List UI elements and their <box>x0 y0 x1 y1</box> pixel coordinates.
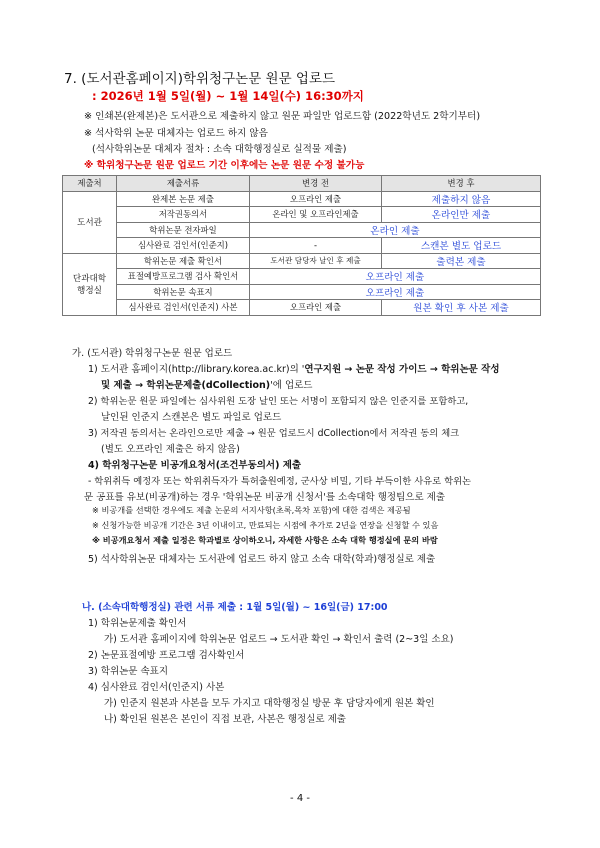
item-1-line-2 <box>101 377 312 391</box>
item-2-line-1: 2) 학위논문 원문 파일에는 심사위원 도장 날인 또는 서명이 포함되지 않은 인준지를 포함하고, <box>88 396 469 407</box>
table-header: 변경 전 <box>250 176 382 192</box>
after-cell: 원본 확인 후 사본 제출 <box>382 300 541 316</box>
doc-cell: 심사완료 검인서(인준지) <box>117 238 250 254</box>
table-row <box>63 222 541 238</box>
doc-cell: 학위논문 속표지 <box>117 284 250 300</box>
merged-cell: 오프라인 제출 <box>250 269 541 285</box>
table-row <box>63 191 541 207</box>
before-cell: - <box>250 238 382 254</box>
after-cell: 제출하지 않음 <box>382 191 541 207</box>
b-item-3: 3) 학위논문 속표지 <box>88 666 169 677</box>
note-line: ※ 신청가능한 비공개 기간은 3년 이내이고, 만료되는 시점에 추가로 2년을 연장을 신청할 수 있음 <box>92 520 439 530</box>
after-cell: 출력본 제출 <box>382 253 541 269</box>
doc-cell: 완제본 논문 제출 <box>117 191 250 207</box>
before-cell: 온라인 및 오프라인제출 <box>250 207 382 223</box>
b-item-1: 1) 학위논문제출 확인서 <box>88 618 187 629</box>
note-line: ※ 석사학위 논문 대체자는 업로드 하지 않음 <box>84 128 268 139</box>
b-item-4-sub-2: 나) 확인된 원본은 본인이 직접 보관, 사본은 행정실로 제출 <box>104 714 346 725</box>
doc-cell: 표절예방프로그램 검사 확인서 <box>117 269 250 285</box>
note-line: (석사학위논문 대체자 절차 : 소속 대학행정실로 실적물 제출) <box>92 144 347 155</box>
table-row <box>63 300 541 316</box>
item-1-tail: '에 업로드 <box>270 380 313 391</box>
item-3-line-1: 3) 저작권 동의서는 온라인으로만 제출 → 원문 업로드시 dCollection에서 저작권 동의 체크 <box>88 428 460 439</box>
warning-note: ※ 학위청구논문 원문 업로드 기간 이후에는 논문 원문 수정 불가능 <box>84 160 365 171</box>
section-title: 7. (도서관홈페이지)학위청구논문 원문 업로드 <box>64 71 336 87</box>
merged-cell: 오프라인 제출 <box>250 284 541 300</box>
table-header: 변경 후 <box>382 176 541 192</box>
org-line: 행정실 <box>77 286 102 296</box>
part-a-title: 가. (도서관) 학위청구논문 원문 업로드 <box>72 348 233 359</box>
table-header: 제출서류 <box>117 176 250 192</box>
item-4-desc-2: 문 공표를 유보(비공개)하는 경우 '학위논문 비공개 신청서'를 소속대학 행정팀으로 제출 <box>84 492 446 503</box>
item-4: 4) 학위청구논문 비공개요청서(조건부동의서) 제출 <box>88 460 302 471</box>
org-cell-office <box>63 253 117 315</box>
table-header: 제출처 <box>63 176 117 192</box>
before-cell: 오프라인 제출 <box>250 191 382 207</box>
b-item-1-sub: 가) 도서관 홈페이지에 학위논문 업로드 → 도서관 확인 → 확인서 출력 (2~3일 소요) <box>104 634 454 645</box>
note-line: ※ 비공개를 선택한 경우에도 제출 논문의 서지사항(초록,목차 포함)에 대한 검색은 제공됨 <box>92 505 411 515</box>
submission-change-table <box>62 175 541 316</box>
b-item-4-sub-1: 가) 인준지 원본과 사본을 모두 가지고 대학행정실 방문 후 담당자에게 원본 확인 <box>104 698 435 709</box>
after-cell: 온라인만 제출 <box>382 207 541 223</box>
item-1-path: 연구지원 → 논문 작성 가이드 → 학위논문 작성 <box>304 364 500 375</box>
note-line-bold: ※ 비공개요청서 제출 일정은 학과별로 상이하오니, 자세한 사항은 소속 대학 행정실에 문의 바람 <box>92 535 438 545</box>
after-cell: 스캔본 별도 업로드 <box>382 238 541 254</box>
b-item-4: 4) 심사완료 검인서(인준지) 사본 <box>88 682 225 693</box>
before-cell: 오프라인 제출 <box>250 300 382 316</box>
doc-cell: 학위논문 전자파일 <box>117 222 250 238</box>
doc-cell: 저작권동의서 <box>117 207 250 223</box>
before-cell: 도서관 담당자 날인 후 제출 <box>250 253 382 269</box>
item-4-desc-1: - 학위취득 예정자 또는 학위취득자가 특허출원예정, 군사상 비밀, 기타 부득이한 사유로 학위논 <box>88 476 472 487</box>
item-1-text: 1) 도서관 홈페이지(http://library.korea.ac.kr)의 ' <box>88 364 305 375</box>
table-row <box>63 253 541 269</box>
item-2-line-2: 날인된 인준지 스캔본은 별도 파일로 업로드 <box>101 412 282 423</box>
doc-cell: 학위논문 제출 확인서 <box>117 253 250 269</box>
doc-cell: 심사완료 검인서(인준지) 사본 <box>117 300 250 316</box>
page-number: - 4 - <box>290 793 310 804</box>
b-item-2: 2) 논문표절예방 프로그램 검사확인서 <box>88 650 245 661</box>
table-row <box>63 284 541 300</box>
item-1-path-cont: 및 제출 → 학위논문제출(dCollection) <box>101 380 271 391</box>
table-header-row <box>63 176 541 192</box>
table-row <box>63 269 541 285</box>
merged-cell: 온라인 제출 <box>250 222 541 238</box>
note-line: ※ 인쇄본(완제본)은 도서관으로 제출하지 않고 원문 파일만 업로드함 (2022학년도 2학기부터) <box>84 111 481 122</box>
table-row <box>63 207 541 223</box>
org-cell-library: 도서관 <box>63 191 117 253</box>
table-row <box>63 238 541 254</box>
item-3-line-2: (별도 오프라인 제출은 하지 않음) <box>101 444 240 455</box>
item-1-line-1 <box>88 361 500 375</box>
org-line: 단과대학 <box>72 274 107 284</box>
item-5: 5) 석사학위논문 대체자는 도서관에 업로드 하지 않고 소속 대학(학과)행정실로 제출 <box>88 554 436 565</box>
upload-period: : 2026년 1월 5일(월) ~ 1월 14일(수) 16:30까지 <box>92 89 364 103</box>
part-b-title: 나. (소속대학행정실) 관련 서류 제출 : 1월 5일(월) ~ 16일(금) 17:00 <box>82 602 388 613</box>
